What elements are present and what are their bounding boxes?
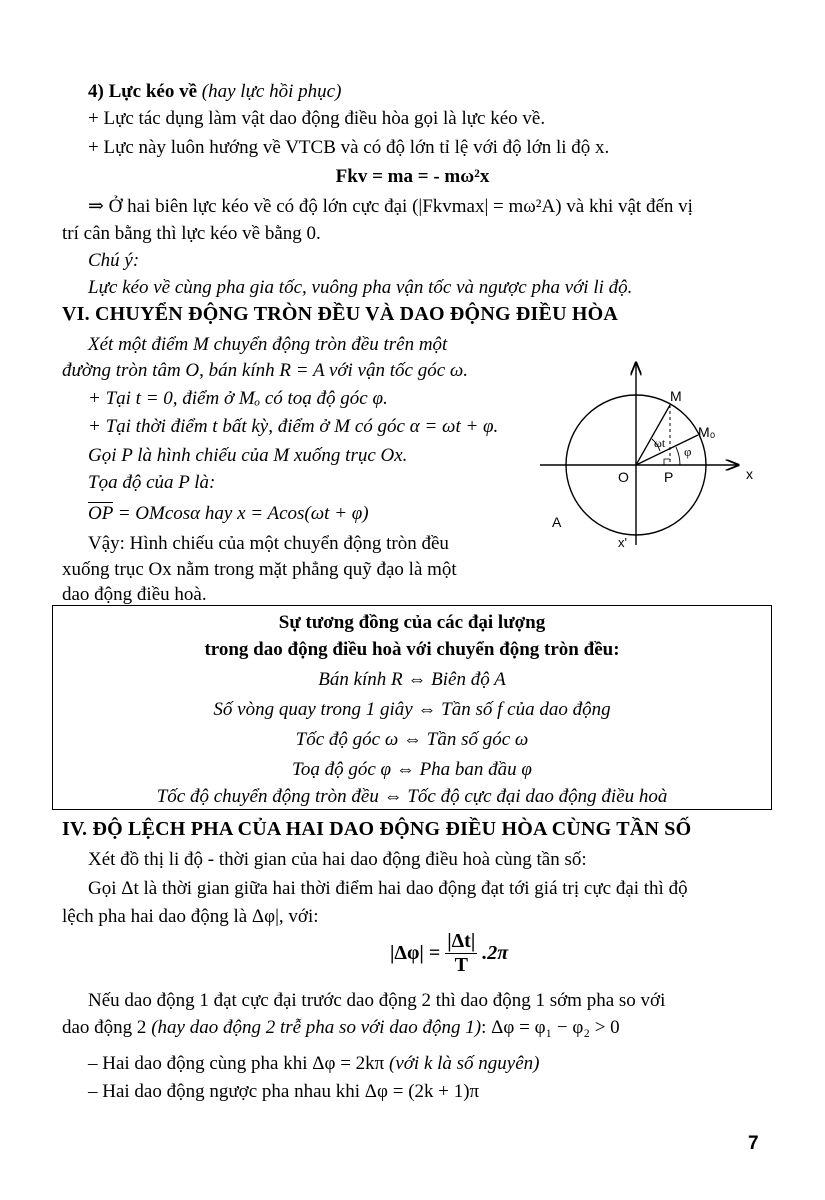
note-title: Chú ý: (88, 250, 140, 271)
box-title-1: Sự tương đồng của các đại lượng (278, 612, 546, 633)
line-6-part-a: – Hai dao động cùng pha khi Δφ = 2kπ (88, 1053, 390, 1074)
line-5-part-a: dao động 2 (62, 1017, 152, 1038)
section-6-line-4: + Tại thời điểm t bất kỳ, điểm ở M có góc α = ωt + φ. (88, 416, 499, 437)
section-4b-line-4: Nếu dao động 1 đạt cực đại trước dao động 2 thì dao động 1 sớm pha so với (88, 990, 666, 1011)
section-6-line-6: Tọa độ của P là: (88, 472, 216, 493)
section-4-line-4: trí cân bằng thì lực kéo về bằng 0. (62, 223, 321, 244)
restoring-force-formula: Fkv = ma = - mω²x (335, 166, 490, 187)
label-a: A (552, 514, 562, 530)
box-row-1: Bán kính R ⇔ Biên độ A (318, 669, 506, 690)
note-text: Lực kéo về cùng pha gia tốc, vuông pha vận tốc và ngược pha với li độ. (88, 277, 633, 298)
section-4-title: 4) Lực kéo về (88, 81, 198, 102)
eq-denominator: T (454, 954, 468, 976)
op-vector: $\overline{OP}$ (88, 503, 113, 524)
phase-difference-equation (390, 930, 508, 977)
box-row-4: Toạ độ góc φ ⇔ Pha ban đầu φ (292, 759, 532, 780)
section-4b-line-3: lệch pha hai dao động là Δφ|, với: (62, 906, 319, 927)
box-title-2: trong dao động điều hoà với chuyển động tròn đều: (204, 639, 620, 660)
section-4b-line-5 (62, 1016, 620, 1040)
label-x-prime: x' (618, 535, 627, 550)
section-4b-line-1: Xét đồ thị li độ - thời gian của hai dao động điều hoà cùng tần số: (88, 849, 587, 870)
label-m: M (670, 388, 682, 404)
box-row-3: Tốc độ góc ω ⇔ Tần số góc ω (295, 729, 529, 750)
line-6-part-b: (với k là số nguyên) (389, 1053, 540, 1074)
section-4-line-3: ⇒ Ở hai biên lực kéo về có độ lớn cực đại (|Fkvmax| = mω²A) và khi vật đến vị (88, 196, 693, 217)
section-6-conclusion-1: Vậy: Hình chiếu của một chuyển động tròn đều (88, 533, 449, 554)
circle-motion-figure (530, 355, 770, 555)
section-6-conclusion-3: dao động điều hoà. (62, 584, 207, 605)
section-6-conclusion-2: xuống trục Ox nằm trong mặt phẳng quỹ đạo là một (62, 559, 457, 580)
label-x: x (746, 466, 753, 482)
section-4b-line-2: Gọi Δt là thời gian giữa hai thời điểm hai dao động đạt tới giá trị cực đại thì độ (88, 878, 688, 899)
section-4-line-2: + Lực này luôn hướng về VTCB và có độ lớn tỉ lệ với độ lớn li độ x. (88, 137, 610, 158)
page-number: 7 (748, 1133, 759, 1154)
right-angle-mark (664, 459, 670, 465)
op-formula-line (88, 502, 369, 526)
eq-left: |Δφ| = (390, 942, 441, 964)
section-6-title: VI. CHUYỂN ĐỘNG TRÒN ĐỀU VÀ DAO ĐỘNG ĐIỀU HÒA (62, 303, 619, 325)
label-phi: φ (684, 444, 692, 459)
eq-right: .2π (482, 942, 509, 964)
line-5-part-c: : Δφ = φ₁ − φ₂ > 0 (481, 1017, 620, 1038)
section-6-line-5: Gọi P là hình chiếu của M xuống trục Ox. (88, 445, 408, 466)
radius-om (636, 405, 670, 465)
section-6-line-1: Xét một điểm M chuyển động tròn đều trên một (88, 334, 448, 355)
label-o: O (618, 469, 629, 485)
section-4-line-1: + Lực tác dụng làm vật dao động điều hòa gọi là lực kéo về. (88, 108, 546, 129)
box-row-5: Tốc độ chuyển động tròn đều ⇔ Tốc độ cực đại dao động điều hoà (156, 786, 668, 807)
box-row-2: Số vòng quay trong 1 giây ⇔ Tần số f của dao động (213, 699, 611, 720)
label-omega-t: ωt (654, 436, 666, 450)
section-6-line-2: đường tròn tâm O, bán kính R = A với vận tốc góc ω. (62, 360, 469, 381)
angle-arc-phi (676, 447, 680, 465)
eq-fraction (445, 930, 477, 977)
section-4-title-note: (hay lực hồi phục) (201, 81, 342, 102)
eq-numerator: |Δt| (447, 930, 476, 952)
section-4b-line-6 (88, 1052, 540, 1076)
analogy-box (52, 605, 772, 810)
section-4b-title: IV. ĐỘ LỆCH PHA CỦA HAI DAO ĐỘNG ĐIỀU HÒA CÙNG TẦN SỐ (62, 818, 692, 840)
label-m0: M₀ (698, 424, 716, 440)
section-4b-line-7: – Hai dao động ngược pha nhau khi Δφ = (2k + 1)π (88, 1081, 480, 1102)
section-4-heading (88, 80, 341, 104)
section-6-line-3: + Tại t = 0, điểm ở Mₒ có toạ độ góc φ. (88, 388, 388, 409)
op-formula: = OMcosα hay x = Acos(ωt + φ) (112, 503, 369, 524)
label-p: P (664, 469, 674, 485)
line-5-part-b: (hay dao động 2 trễ pha so với dao động 1) (151, 1017, 482, 1038)
